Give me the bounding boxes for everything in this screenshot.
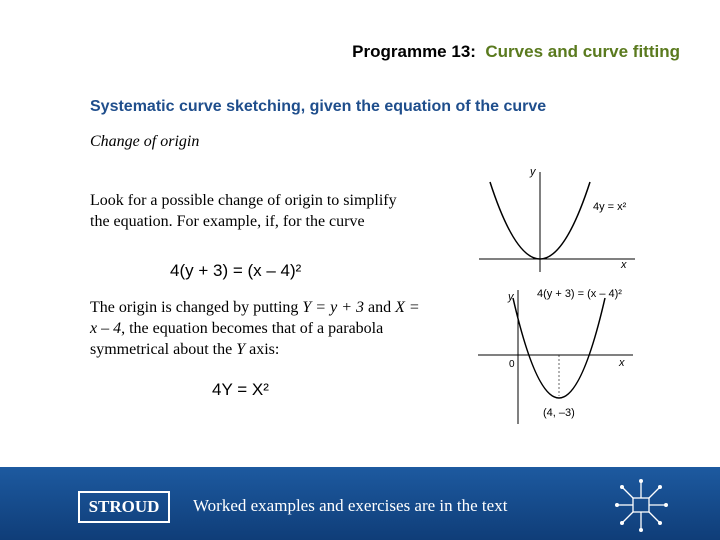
programme-topic: Curves and curve fitting [485,42,680,61]
x-axis-label: x [619,357,625,369]
slide-header [352,42,680,62]
network-logo-icon [614,478,670,534]
vertex-label: (4, –3) [543,407,575,419]
paragraph-text: The origin is changed by putting [90,299,303,316]
axis-name: Y [236,341,246,358]
substitution-x: X = x – 4 [90,299,420,337]
paragraph-change-of-origin: Look for a possible change of origin to simplify the equation. For example, if, for the curve [90,192,397,230]
x-axis-label: x [621,259,627,271]
parabola-graph-original-origin [475,160,650,275]
y-axis-label: y [508,291,514,303]
curve-label: 4(y + 3) = (x – 4)² [537,288,622,300]
paragraph-text: and [364,299,396,316]
subsection-title: Change of origin [90,133,200,150]
stroud-logo-box[interactable]: STROUD [78,491,170,523]
paragraph-substitution [90,297,420,360]
equation-original: 4(y + 3) = (x – 4)² [170,261,302,280]
paragraph-text: axis: [245,341,280,358]
parabola-graph-shifted-origin [475,284,650,426]
origin-label: 0 [509,359,515,370]
substitution-y: Y = y + 3 [302,299,364,316]
paragraph-text: , the equation becomes that of a parabola symmetrical about the [90,320,384,358]
curve-label: 4y = x² [593,201,627,213]
footer-note: Worked examples and exercises are in the text [193,496,508,515]
equation-transformed: 4Y = X² [212,380,269,399]
programme-number: Programme 13: [352,42,476,61]
section-title: Systematic curve sketching, given the equation of the curve [90,98,547,115]
y-axis-label: y [530,166,536,178]
